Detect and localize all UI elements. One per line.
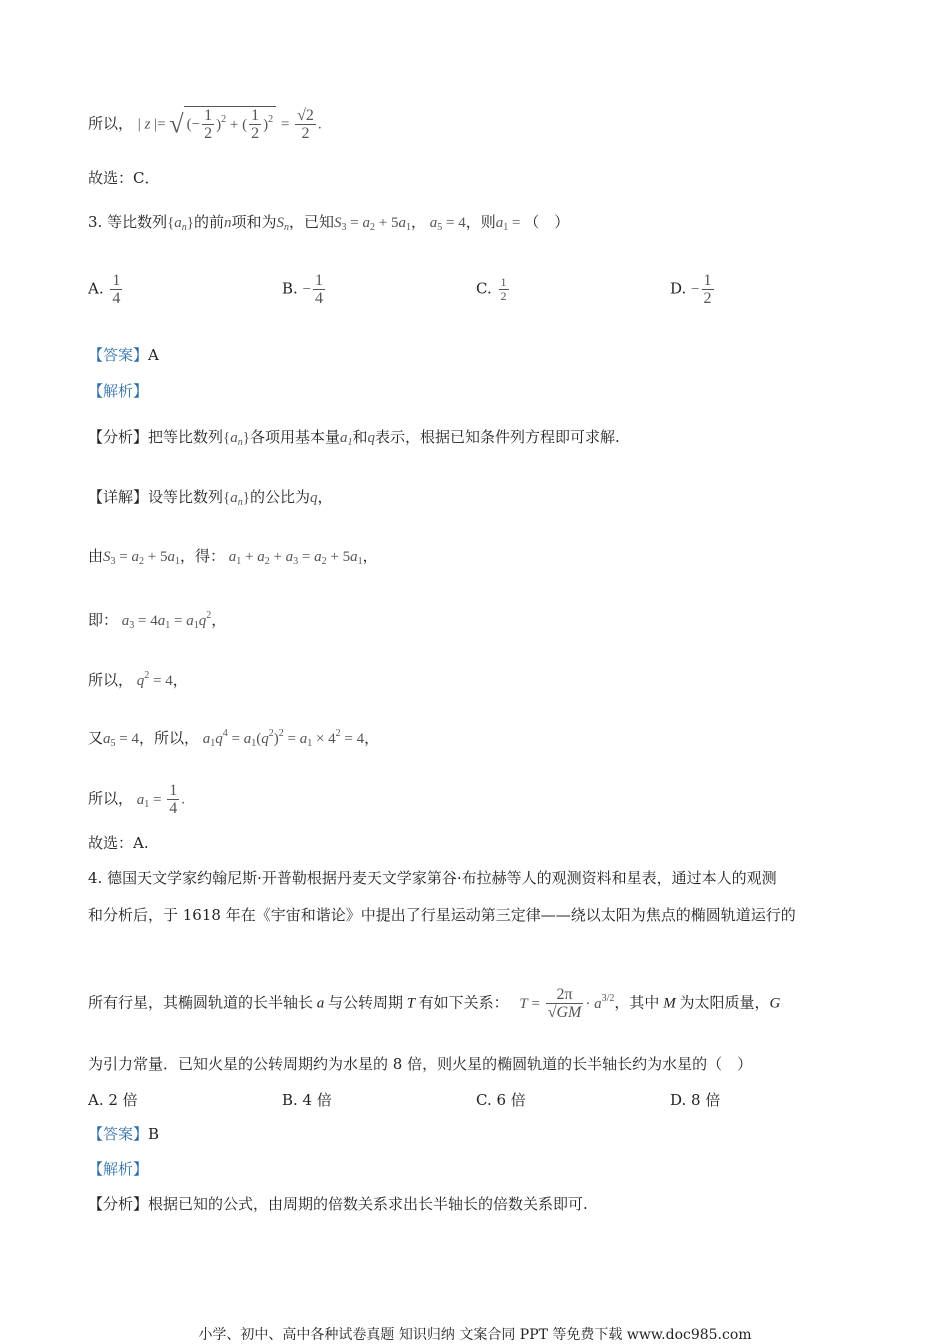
q4-option-b[interactable]: B. 4 倍 [282, 1091, 332, 1109]
step-4: 又$a_5 = 4$，所以， $a_1q^4 = a_1(q^2)^2 = a_1 \times 4^2 = 4$， [88, 728, 380, 749]
answer-line-3: 【答案】A [88, 346, 159, 364]
step-5: 所以， $a_1$ = $\frac{1}{4}$ . [88, 782, 185, 817]
answer-tag: 【答案】 [88, 346, 149, 364]
xiangjie-line-3: 【详解】设等比数列$\{a_n\}$的公比为q， [88, 488, 333, 508]
conclusion-c: 故选：C． [88, 169, 160, 187]
math-result: $\frac{√2}{2}$ [297, 107, 314, 142]
conclusion-a: 故选：A. [88, 834, 149, 852]
question-3: 3. 等比数列$\{a_n\}$的前n项和为$S_n$，已知$S_3 = a_2 + 5a_1$， $a_5 = 4$，则$a_1$ = （ ） [88, 213, 570, 233]
question-4-line-4: 为引力常量．已知火星的公转周期约为水星的 8 倍，则火星的椭圆轨道的长半轴长约为水星的（ ） [88, 1055, 753, 1073]
option-b[interactable]: B. − $\frac{1}{4}$ [282, 272, 324, 307]
option-a[interactable]: A. $\frac{1}{4}$ [88, 272, 121, 307]
modulus-line: 所以， | z |= √ (− $\frac{1}{2}$ )$^2$ + ( $\frac{1}{2}$ )$^2$ = $\frac{√2}{2}$ . [88, 107, 322, 142]
q4-option-d[interactable]: D. 8 倍 [670, 1091, 721, 1109]
option-d[interactable]: D. − $\frac{1}{2}$ [670, 272, 712, 307]
math-sqrt: (− $\frac{1}{2}$ )$^2$ + ( $\frac{1}{2}$ )$^2$ [184, 106, 276, 142]
text-suoyi: 所以， [88, 114, 134, 133]
math-modulus: | z |= [137, 116, 170, 133]
analysis-tag-3: 【解析】 [88, 382, 149, 400]
option-c[interactable]: C. $\frac{1}{2}$ [476, 275, 507, 303]
page-footer: 小学、初中、高中各种试卷真题 知识归纳 文案合同 PPT 等免费下载 www.doc985.com [198, 1327, 752, 1343]
fenxi-line-4: 【分析】根据已知的公式，由周期的倍数关系求出长半轴长的倍数关系即可. [88, 1195, 588, 1213]
step-2: 即： $a_3 = 4a_1 = a_1q^2$， [88, 610, 227, 631]
q4-option-a[interactable]: A. 2 倍 [88, 1091, 138, 1109]
answer-line-4: 【答案】B [88, 1125, 160, 1143]
question-4-line-2: 和分析后，于 1618 年在《宇宙和谐论》中提出了行星运动第三定律——绕以太阳为焦点的椭圆轨道运行的 [88, 906, 796, 924]
question-4-line-1: 4. 德国天文学家约翰尼斯·开普勒根据丹麦天文学家第谷·布拉赫等人的观测资料和星表，通过本人的观测 [88, 869, 777, 887]
fenxi-line-3: 【分析】把等比数列$\{a_n\}$各项用基本量$a_1$和q表示，根据已知条件列方程即可求解. [88, 428, 620, 448]
step-1: 由$S_3 = a_2 + 5a_1$，得： $a_1 + a_2 + a_3 = a_2 + 5a_1$， [88, 547, 378, 567]
q4-option-c[interactable]: C. 6 倍 [476, 1091, 526, 1109]
kepler-formula: $\frac{2\pi}{√GM}$ [547, 986, 582, 1021]
question-4-line-3: 所有行星，其椭圆轨道的长半轴长 a 与公转周期 T 有如下关系： T = $\frac{2\pi}{√GM}$ · $a^{3/2}$，其中 M 为太阳质量，G [88, 986, 781, 1021]
step-3: 所以， $q^2 = 4$， [88, 670, 188, 689]
analysis-tag-4: 【解析】 [88, 1160, 149, 1178]
